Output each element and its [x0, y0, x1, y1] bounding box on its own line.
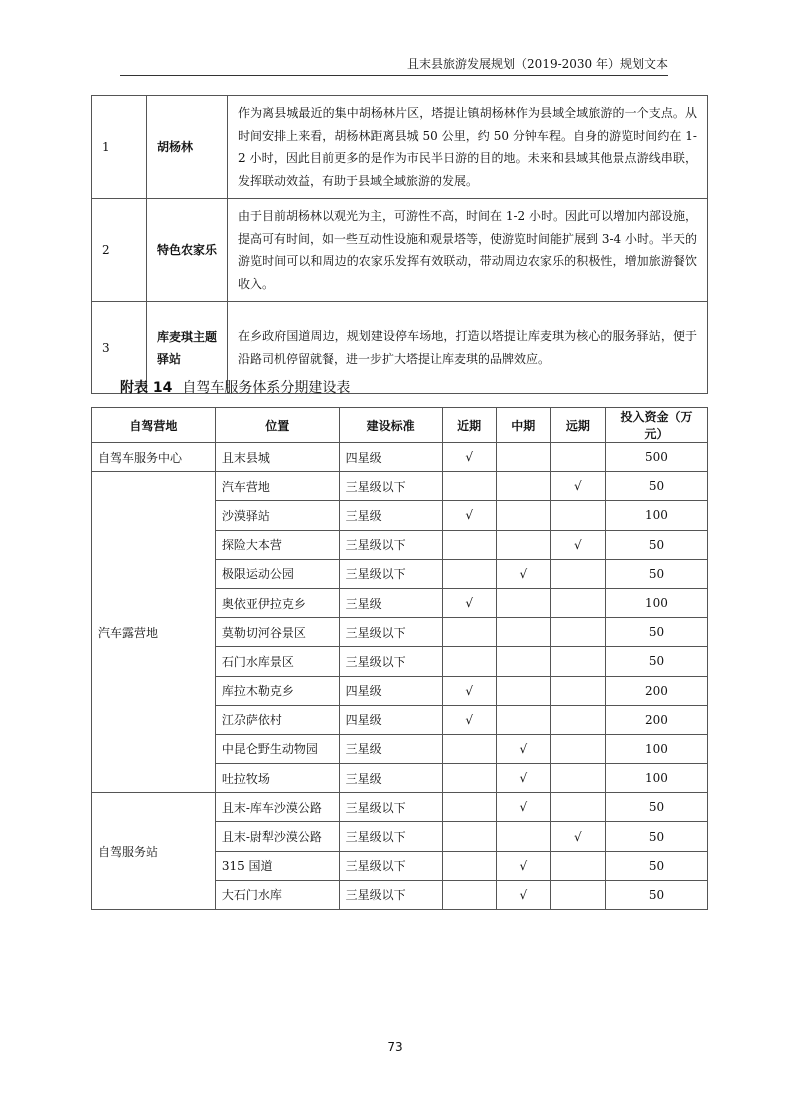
investment-cell: 50	[605, 647, 707, 676]
table-row	[92, 472, 708, 501]
near-term-cell	[442, 880, 496, 909]
camp-group-cell: 汽车露营地	[92, 472, 216, 793]
running-header: 且末县旅游发展规划（2019-2030 年）规划文本	[407, 57, 668, 71]
mid-term-cell: √	[496, 559, 550, 588]
location-cell: 江尕萨依村	[215, 705, 339, 734]
near-term-cell	[442, 618, 496, 647]
standard-cell: 四星级	[339, 705, 442, 734]
near-term-cell	[442, 764, 496, 793]
investment-cell: 50	[605, 559, 707, 588]
location-cell: 汽车营地	[215, 472, 339, 501]
near-term-cell: √	[442, 676, 496, 705]
camp-group-cell: 自驾服务站	[92, 793, 216, 910]
attraction-name: 特色农家乐	[147, 199, 228, 302]
long-term-cell	[550, 734, 605, 763]
page-number: 73	[387, 1040, 403, 1054]
investment-cell: 100	[605, 764, 707, 793]
location-cell: 315 国道	[215, 851, 339, 880]
standard-cell: 三星级	[339, 734, 442, 763]
attraction-name: 库麦琪主题驿站	[147, 302, 228, 394]
camp-group-cell: 自驾车服务中心	[92, 443, 216, 472]
near-term-cell	[442, 793, 496, 822]
near-term-cell: √	[442, 501, 496, 530]
mid-term-cell	[496, 618, 550, 647]
investment-cell: 50	[605, 851, 707, 880]
near-term-cell	[442, 851, 496, 880]
investment-cell: 50	[605, 880, 707, 909]
table-row	[92, 443, 708, 472]
long-term-cell	[550, 793, 605, 822]
near-term-cell	[442, 822, 496, 851]
investment-cell: 50	[605, 530, 707, 559]
table-row	[92, 793, 708, 822]
table-header-row	[92, 408, 708, 443]
standard-cell: 四星级	[339, 676, 442, 705]
long-term-cell: √	[550, 472, 605, 501]
self-drive-service-table	[91, 407, 708, 910]
table-caption	[120, 378, 350, 398]
location-cell: 大石门水库	[215, 880, 339, 909]
standard-cell: 三星级以下	[339, 793, 442, 822]
row-number: 3	[92, 302, 147, 394]
mid-term-cell: √	[496, 734, 550, 763]
near-term-cell: √	[442, 588, 496, 617]
near-term-cell	[442, 530, 496, 559]
mid-term-cell: √	[496, 880, 550, 909]
long-term-cell	[550, 559, 605, 588]
investment-cell: 500	[605, 443, 707, 472]
location-cell: 石门水库景区	[215, 647, 339, 676]
mid-term-cell: √	[496, 851, 550, 880]
near-term-cell: √	[442, 443, 496, 472]
column-header-camp: 自驾营地	[92, 408, 216, 443]
near-term-cell	[442, 647, 496, 676]
long-term-cell	[550, 443, 605, 472]
location-cell: 库拉木勒克乡	[215, 676, 339, 705]
long-term-cell	[550, 647, 605, 676]
mid-term-cell	[496, 705, 550, 734]
investment-cell: 100	[605, 734, 707, 763]
location-cell: 中昆仑野生动物园	[215, 734, 339, 763]
location-cell: 且末-库车沙漠公路	[215, 793, 339, 822]
mid-term-cell: √	[496, 764, 550, 793]
long-term-cell	[550, 501, 605, 530]
long-term-cell: √	[550, 822, 605, 851]
attraction-name: 胡杨林	[147, 96, 228, 199]
location-cell: 且末县城	[215, 443, 339, 472]
mid-term-cell	[496, 822, 550, 851]
location-cell: 吐拉牧场	[215, 764, 339, 793]
mid-term-cell	[496, 647, 550, 676]
column-header-location: 位置	[215, 408, 339, 443]
table-caption-title: 自驾车服务体系分期建设表	[182, 380, 351, 396]
location-cell: 莫勒切河谷景区	[215, 618, 339, 647]
mid-term-cell	[496, 676, 550, 705]
column-header-standard: 建设标准	[339, 408, 442, 443]
long-term-cell	[550, 705, 605, 734]
row-number: 1	[92, 96, 147, 199]
attraction-description: 由于目前胡杨林以观光为主，可游性不高，时间在 1-2 小时。因此可以增加内部设施，提高可有时间，如一些互动性设施和观景塔等，使游览时间能扩展到 3-4 小时。半天的游览时间可以和周边的农家乐发挥有效联动，带动周边农家乐的积极性，增加旅游餐饮收入。	[228, 199, 708, 302]
mid-term-cell	[496, 588, 550, 617]
column-header-near-term: 近期	[442, 408, 496, 443]
location-cell: 极限运动公园	[215, 559, 339, 588]
long-term-cell	[550, 676, 605, 705]
long-term-cell: √	[550, 530, 605, 559]
long-term-cell	[550, 764, 605, 793]
investment-cell: 200	[605, 676, 707, 705]
investment-cell: 200	[605, 705, 707, 734]
attraction-table	[91, 95, 708, 394]
standard-cell: 三星级以下	[339, 472, 442, 501]
mid-term-cell	[496, 443, 550, 472]
header-rule	[120, 75, 668, 76]
long-term-cell	[550, 851, 605, 880]
standard-cell: 三星级	[339, 588, 442, 617]
mid-term-cell	[496, 501, 550, 530]
investment-cell: 100	[605, 588, 707, 617]
standard-cell: 三星级	[339, 501, 442, 530]
long-term-cell	[550, 880, 605, 909]
standard-cell: 三星级以下	[339, 530, 442, 559]
standard-cell: 三星级以下	[339, 851, 442, 880]
standard-cell: 三星级以下	[339, 559, 442, 588]
investment-cell: 50	[605, 822, 707, 851]
standard-cell: 三星级以下	[339, 880, 442, 909]
mid-term-cell	[496, 472, 550, 501]
location-cell: 且末-尉犁沙漠公路	[215, 822, 339, 851]
standard-cell: 三星级以下	[339, 822, 442, 851]
table-row	[92, 96, 708, 199]
table-row	[92, 199, 708, 302]
column-header-long-term: 远期	[550, 408, 605, 443]
table-caption-label: 附表 14	[120, 380, 173, 396]
near-term-cell	[442, 472, 496, 501]
standard-cell: 三星级	[339, 764, 442, 793]
mid-term-cell	[496, 530, 550, 559]
location-cell: 探险大本营	[215, 530, 339, 559]
mid-term-cell: √	[496, 793, 550, 822]
investment-cell: 100	[605, 501, 707, 530]
investment-cell: 50	[605, 472, 707, 501]
location-cell: 沙漠驿站	[215, 501, 339, 530]
long-term-cell	[550, 588, 605, 617]
attraction-description: 作为离县城最近的集中胡杨林片区，塔提让镇胡杨林作为县域全域旅游的一个支点。从时间安排上来看，胡杨林距离县城 50 公里，约 50 分钟车程。自身的游览时间约在 1-2 小时，因此目前更多的是作为市民半日游的目的地。未来和县域其他景点游线串联，发挥联动效益，有助于县域全域旅游的发展。	[228, 96, 708, 199]
investment-cell: 50	[605, 793, 707, 822]
near-term-cell	[442, 734, 496, 763]
long-term-cell	[550, 618, 605, 647]
location-cell: 奥依亚伊拉克乡	[215, 588, 339, 617]
column-header-mid-term: 中期	[496, 408, 550, 443]
standard-cell: 三星级以下	[339, 618, 442, 647]
investment-cell: 50	[605, 618, 707, 647]
attraction-description: 在乡政府国道周边，规划建设停车场地，打造以塔提让库麦琪为核心的服务驿站，便于沿路司机停留就餐，进一步扩大塔提让库麦琪的品牌效应。	[228, 302, 708, 394]
near-term-cell	[442, 559, 496, 588]
row-number: 2	[92, 199, 147, 302]
standard-cell: 四星级	[339, 443, 442, 472]
column-header-investment: 投入资金（万元）	[605, 408, 707, 443]
table-body	[92, 443, 708, 910]
near-term-cell: √	[442, 705, 496, 734]
standard-cell: 三星级以下	[339, 647, 442, 676]
